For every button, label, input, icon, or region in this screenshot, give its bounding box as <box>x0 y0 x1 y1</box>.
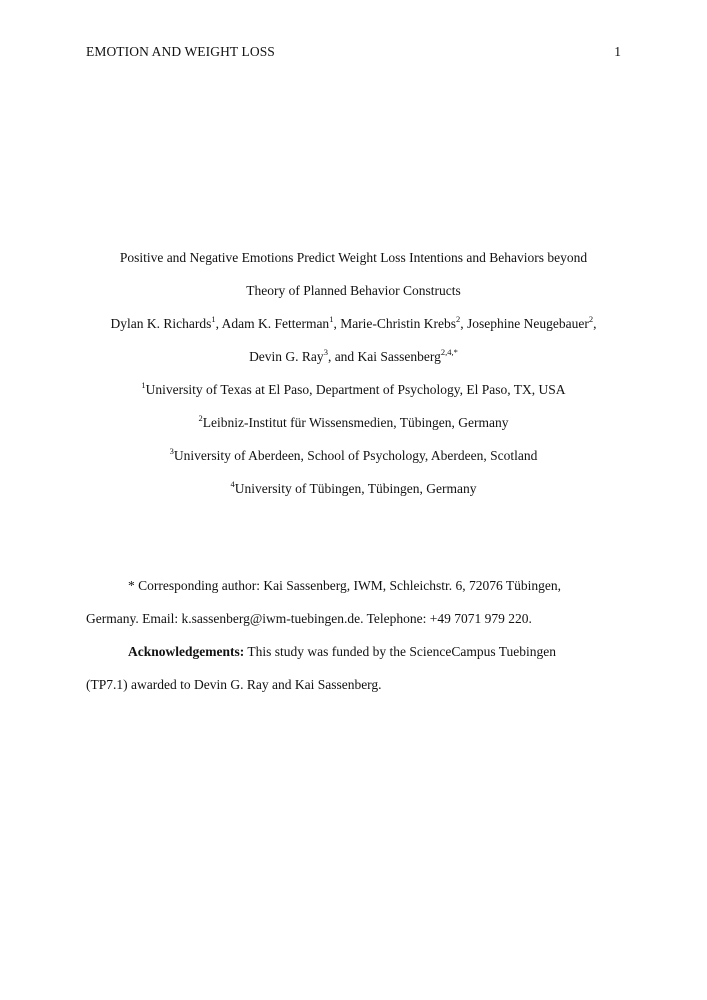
acknowledgements-label: Acknowledgements: <box>128 644 245 659</box>
author-line-2 <box>70 346 637 365</box>
author-affiliation-mark: 2 <box>588 313 594 324</box>
author-separator: , <box>593 316 597 331</box>
author-affiliation-mark: 1 <box>329 313 334 324</box>
affiliation-text: University of Tübingen, Tübingen, Germany <box>234 481 477 496</box>
author-line-1 <box>70 313 637 332</box>
affiliation-1 <box>70 379 637 398</box>
affiliation-2 <box>70 412 637 431</box>
author-name: , Josephine Neugebauer <box>460 316 589 331</box>
author-affiliation-mark: 1 <box>211 313 216 324</box>
author-name: , Adam K. Fetterman <box>215 316 330 331</box>
affiliation-3 <box>70 445 637 464</box>
affiliation-mark: 2 <box>198 412 203 423</box>
acknowledgements-line-1 <box>128 644 668 660</box>
affiliation-mark: 3 <box>169 445 174 456</box>
page-number: 1 <box>614 44 621 59</box>
acknowledgements-line-2: (TP7.1) awarded to Devin G. Ray and Kai Sassenberg. <box>86 677 382 692</box>
correspondence-line-2: Germany. Email: k.sassenberg@iwm-tuebingen.de. Telephone: +49 7071 979 220. <box>86 611 532 626</box>
acknowledgements-text: This study was funded by the ScienceCampus Tuebingen <box>244 644 556 659</box>
affiliation-text: Leibniz-Institut für Wissensmedien, Tübingen, Germany <box>202 415 509 430</box>
paper-title-line-2: Theory of Planned Behavior Constructs <box>246 283 461 298</box>
author-affiliation-mark: 3 <box>323 346 328 357</box>
author-name: , and Kai Sassenberg <box>327 349 441 364</box>
affiliation-text: University of Aberdeen, School of Psychology, Aberdeen, Scotland <box>173 448 538 463</box>
affiliation-4 <box>70 478 637 497</box>
affiliation-mark: 1 <box>141 379 146 390</box>
affiliation-mark: 4 <box>230 478 235 489</box>
author-name: , Marie-Christin Krebs <box>333 316 457 331</box>
author-affiliation-mark: 2 <box>456 313 461 324</box>
author-affiliation-mark: 2,4,* <box>440 346 458 357</box>
paper-title-line-1: Positive and Negative Emotions Predict Weight Loss Intentions and Behaviors beyond <box>119 250 588 265</box>
running-head: EMOTION AND WEIGHT LOSS <box>86 44 275 59</box>
author-name: Devin G. Ray <box>249 349 324 364</box>
correspondence-line-1: * Corresponding author: Kai Sassenberg, IWM, Schleichstr. 6, 72076 Tübingen, <box>128 578 561 593</box>
affiliation-text: University of Texas at El Paso, Department of Psychology, El Paso, TX, USA <box>145 382 566 397</box>
author-name: Dylan K. Richards <box>110 316 212 331</box>
